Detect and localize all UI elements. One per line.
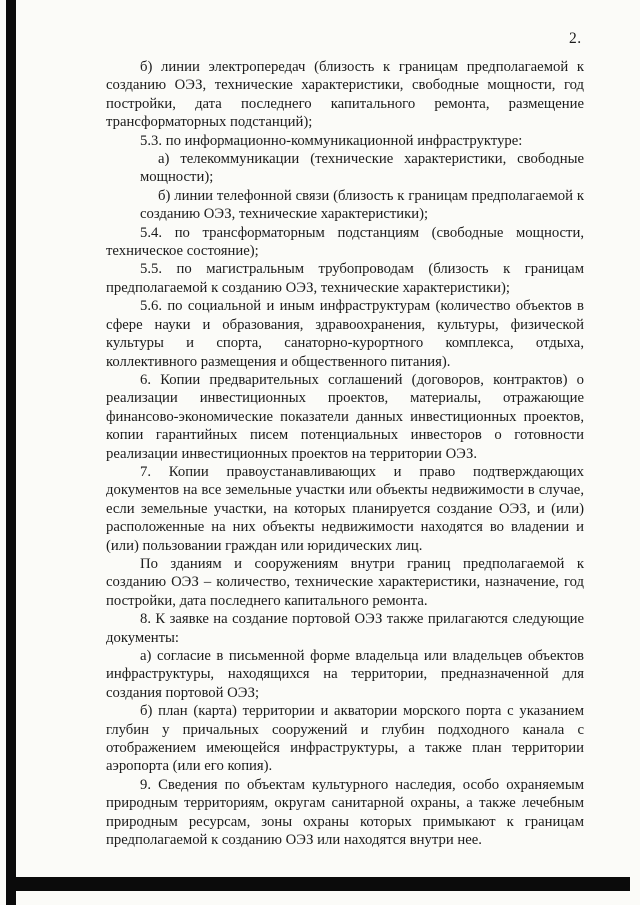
page-number: 2. [569, 30, 582, 47]
paragraph-power-lines: б) линии электропередач (близость к границам предполагаемой к созданию ОЭЗ, технические характеристики, свободные мощности, год постройки, дата последнего капитального ремонта, размещение трансформаторных подстанций); [106, 59, 584, 131]
document-body [106, 58, 584, 849]
scan-border-bottom-bar [12, 877, 630, 891]
paragraph-6: 6. Копии предварительных соглашений (договоров, контрактов) о реализации инвестиционных проектов, материалы, отражающие финансово-экономические показатели данных инвестиционных проектов, копии гарантийных писем потенциальных инвесторов о готовности реализации инвестиционных проектов на территории ОЭЗ. [106, 371, 584, 462]
paragraph-7: 7. Копии правоустанавливающих и право подтверждающих документов на все земельные участки или объекты недвижимости в случае, если земельные участки, на которых планируется создание ОЭЗ, и (или) расположенные на них объекты недвижимости находятся во владении и (или) пользовании граждан или юридических лиц. [106, 463, 584, 554]
paragraph-5-3-a: а) телекоммуникации (технические характеристики, свободные мощности); [140, 151, 584, 186]
paragraph-5-4: 5.4. по трансформаторным подстанциям (свободные мощности, техническое состояние); [106, 224, 584, 260]
paragraph-5-3: 5.3. по информационно-коммуникационной инфраструктуре: [140, 132, 523, 149]
paragraph-8-b: б) план (карта) территории и акватории морского порта с указанием глубин у причальных сооружений и глубин подходного канала с отображением имеющейся инфраструктуры, а также план территории аэропорта (или его копия). [106, 703, 584, 775]
scan-border-left-bar [6, 0, 16, 905]
paragraph-9: 9. Сведения по объектам культурного наследия, особо охраняемым природным территориям, округам санитарной охраны, а также лечебным природным ресурсам, зоны охраны которых примыкают к границам предполагаемой к созданию ОЭЗ или находятся внутри нее. [106, 776, 584, 849]
paragraph-5-5: 5.5. по магистральным трубопроводам (близость к границам предполагаемой к созданию ОЭЗ, технические характеристики); [106, 261, 584, 296]
paragraph-8-a: а) согласие в письменной форме владельца или владельцев объектов инфраструктуры, находящихся на территории, предназначенной для создания портовой ОЭЗ; [106, 648, 584, 701]
paragraph-8: 8. К заявке на создание портовой ОЭЗ также прилагаются следующие документы: [106, 611, 584, 646]
paragraph-buildings: По зданиям и сооружениям внутри границ предполагаемой к созданию ОЭЗ – количество, технические характеристики, назначение, год постройки, дата последнего капитального ремонта. [106, 555, 584, 609]
paragraph-5-6: 5.6. по социальной и иным инфраструктурам (количество объектов в сфере науки и образования, здравоохранения, культуры, физической культуры и спорта, санаторно-курортного комплекса, отдыха, коллективного размещения и общественного питания). [106, 298, 584, 370]
paragraph-5-3-b: б) линии телефонной связи (близость к границам предполагаемой к созданию ОЭЗ, технические характеристики); [140, 187, 584, 223]
